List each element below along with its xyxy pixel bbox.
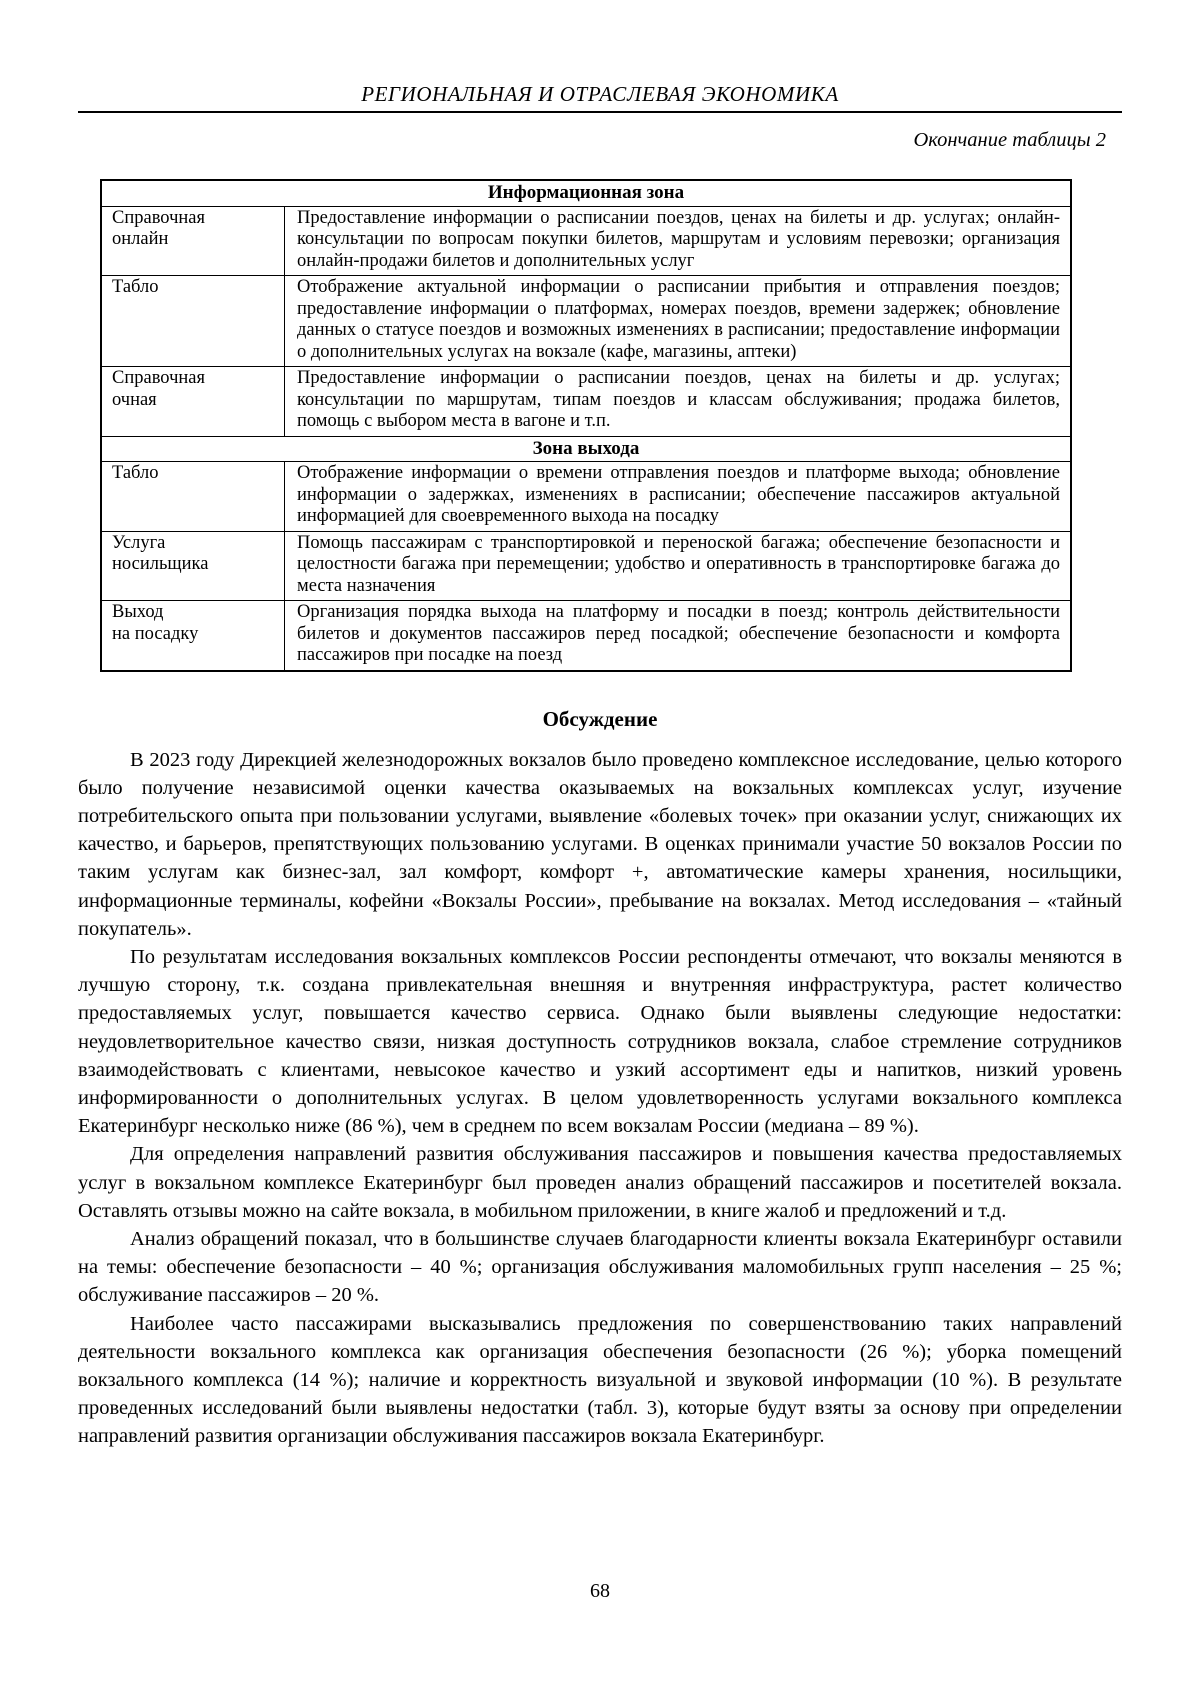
discussion-heading: Обсуждение <box>542 706 658 731</box>
table-section-header-row <box>101 436 1071 462</box>
service-name-cell: Выход на посадку <box>101 601 285 671</box>
section-header-exit-zone: Зона выхода <box>101 436 1071 462</box>
service-description-cell: Предоставление информации о расписании поездов, ценах на билеты и др. услугах; консультации по маршрутам, типам поездов и классам обслуживания; продажа билетов, помощь с выбором места в вагоне и т.п. <box>285 367 1072 437</box>
section-header-information-zone: Информационная зона <box>101 180 1071 206</box>
service-description-cell: Отображение информации о времени отправления поездов и платформе выхода; обновление информации о задержках, изменениях в расписании; обеспечение пассажиров актуальной информацией для своевременного выхода на посадку <box>285 462 1072 532</box>
station-services-table <box>100 179 1072 672</box>
table-continuation-caption: Окончание таблицы 2 <box>913 129 1106 151</box>
table-row <box>101 531 1071 601</box>
service-name-cell: Услуга носильщика <box>101 531 285 601</box>
service-description-cell: Организация порядка выхода на платформу и посадки в поезд; контроль действительности билетов и документов пассажиров перед посадкой; обеспечение безопасности и комфорта пассажиров при посадке на поезд <box>285 601 1072 671</box>
body-paragraph: Для определения направлений развития обслуживания пассажиров и повышения качества предоставляемых услуг в вокзальном комплексе Екатеринбург был проведен анализ обращений пассажиров и посетителей вокзала. Оставлять отзывы можно на сайте вокзала, в мобильном приложении, в книге жалоб и предложений и т.д. <box>78 1143 1122 1222</box>
header-rule <box>78 111 1122 113</box>
service-name-cell: Справочная очная <box>101 367 285 437</box>
service-name-cell: Справочная онлайн <box>101 206 285 276</box>
body-paragraph: В 2023 году Дирекцией железнодорожных вокзалов было проведено комплексное исследование, целью которого было получение независимой оценки качества оказываемых на вокзальных комплексах услуг, изучение потребительского опыта при пользовании услугами, выявление «болевых точек» при оказании услуг, снижающих их качество, и барьеров, препятствующих пользованию услугами. В оценках принимали участие 50 вокзалов России по таким услугам как бизнес-зал, зал комфорт, комфорт +, автоматические камеры хранения, носильщики, информационные терминалы, кофейни «Вокзалы России», пребывание на вокзалах. Метод исследования – «тайный покупатель». <box>78 748 1122 940</box>
table-row <box>101 276 1071 367</box>
service-name-cell: Табло <box>101 276 285 367</box>
page-content <box>78 0 1122 1451</box>
table-row <box>101 462 1071 532</box>
service-description-cell: Предоставление информации о расписании поездов, ценах на билеты и др. услугах; онлайн-консультации по вопросам покупки билетов, маршрутам и условиям перевозки; организация онлайн-продажи билетов и дополнительных услуг <box>285 206 1072 276</box>
body-paragraph: Наиболее часто пассажирами высказывались предложения по совершенствованию таких направлений деятельности вокзального комплекса как организация обеспечения безопасности (26 %); уборка помещений вокзального комплекса (14 %); наличие и корректность визуальной и звуковой информации (10 %). В результате проведенных исследований были выявлены недостатки (табл. 3), которые будут взяты за основу при определении направлений развития организации обслуживания пассажиров вокзала Екатеринбург. <box>78 1312 1122 1448</box>
table-row <box>101 601 1071 671</box>
table-section-header-row <box>101 180 1071 206</box>
body-paragraph: По результатам исследования вокзальных комплексов России респонденты отмечают, что вокзалы меняются в лучшую сторону, т.к. создана привлекательная внешняя и внутренняя инфраструктура, растет количество предоставляемых услуг, повышается качество сервиса. Однако были выявлены следующие недостатки: неудовлетворительное качество связи, низкая доступность сотрудников вокзала, слабое стремление сотрудников взаимодействовать с клиентами, невысокое качество и узкий ассортимент еды и напитков, низкий уровень информированности о дополнительных услугах. В целом удовлетворенность услугами вокзального комплекса Екатеринбург несколько ниже (86 %), чем в среднем по всем вокзалам России (медиана – 89 %). <box>78 945 1122 1138</box>
body-paragraph: Анализ обращений показал, что в большинстве случаев благодарности клиенты вокзала Екатеринбург оставили на темы: обеспечение безопасности – 40 %; организация обслуживания маломобильных групп населения – 25 %; обслуживание пассажиров – 20 %. <box>78 1227 1122 1307</box>
table-row <box>101 206 1071 276</box>
page-number: 68 <box>590 1580 610 1602</box>
table-row <box>101 367 1071 437</box>
service-name-cell: Табло <box>101 462 285 532</box>
service-description-cell: Помощь пассажирам с транспортировкой и переноской багажа; обеспечение безопасности и целостности багажа при перемещении; удобство и оперативность в транспортировке багажа до места назначения <box>285 531 1072 601</box>
running-header: РЕГИОНАЛЬНАЯ И ОТРАСЛЕВАЯ ЭКОНОМИКА <box>361 82 839 106</box>
service-description-cell: Отображение актуальной информации о расписании прибытия и отправления поездов; предоставление информации о платформах, номерах поездов, времени задержек; обновление данных о статусе поездов и возможных изменениях в расписании; предоставление информации о дополнительных услугах на вокзале (кафе, магазины, аптеки) <box>285 276 1072 367</box>
